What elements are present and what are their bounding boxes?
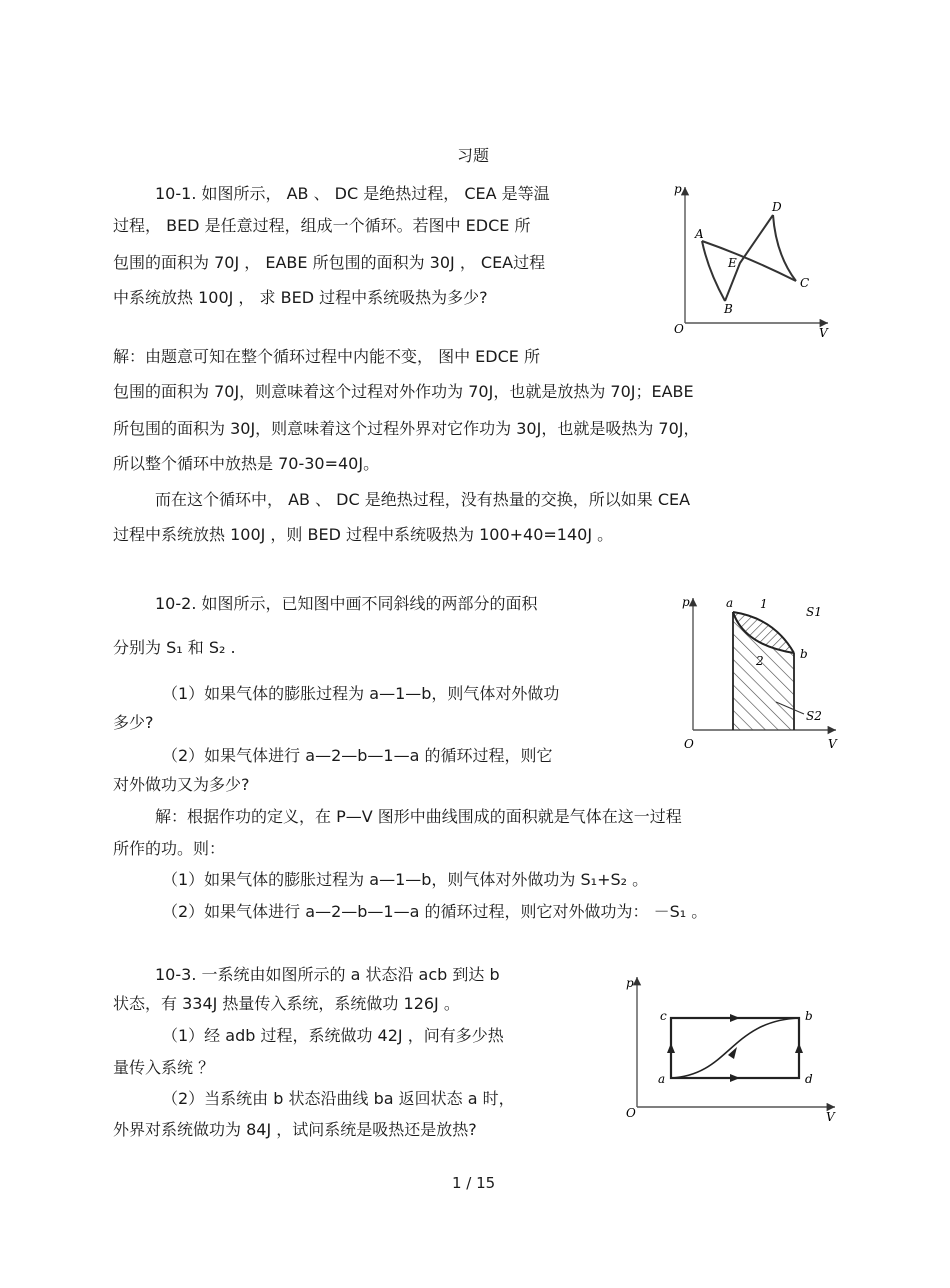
problem-10-3-line-2: 状态，有 334J 热量传入系统，系统做功 126J 。 [113, 994, 460, 1013]
fig3-label-d: d [805, 1072, 813, 1086]
problem-10-2-line-6: 对外做功又为多少? [113, 775, 250, 794]
problem-10-1-line-4: 中系统放热 100J ， 求 BED 过程中系统吸热为多少? [113, 288, 488, 307]
figure-10-3-pv-diagram [620, 955, 845, 1125]
cycle-curve-ab [702, 241, 725, 301]
arrow-ca-up [667, 1043, 675, 1053]
fig3-label-b: b [805, 1009, 813, 1023]
fig1-label-v: V [819, 326, 828, 340]
arrow-ad-right [730, 1074, 740, 1082]
solution-10-2-line-4: （2）如果气体进行 a—2—b—1—a 的循环过程，则它对外做功为： －S₁ 。 [162, 902, 708, 921]
cycle-curve-cea [702, 241, 796, 281]
fig2-label-1: 1 [760, 597, 768, 611]
problem-10-3-line-1: 10-3. 一系统由如图所示的 a 状态沿 acb 到达 b [155, 965, 500, 984]
problem-10-3-line-3: （1）经 adb 过程，系统做功 42J ，问有多少热 [162, 1026, 504, 1045]
page-number: 1 / 15 [452, 1174, 496, 1192]
solution-10-1-line-6: 过程中系统放热 100J ，则 BED 过程中系统吸热为 100+40=140J 。 [113, 525, 614, 544]
fig2-label-s2: S2 [806, 709, 822, 723]
problem-10-3-line-6: 外界对系统做功为 84J ，试问系统是吸热还是放热? [113, 1120, 477, 1139]
solution-10-2-line-3: （1）如果气体的膨胀过程为 a—1—b，则气体对外做功为 S₁+S₂ 。 [162, 870, 649, 889]
solution-10-1-line-3: 所包围的面积为 30J，则意味着这个过程外界对它作功为 30J，也就是吸热为 70J， [113, 419, 700, 438]
fig1-label-p: p [674, 182, 682, 196]
figure-10-2-pv-diagram [676, 590, 846, 760]
solution-10-2-line-1: 解：根据作功的定义，在 P—V 图形中曲线围成的面积就是气体在这一过程 [155, 807, 682, 826]
problem-10-1-line-1: 10-1. 如图所示， AB 、 DC 是绝热过程， CEA 是等温 [155, 184, 550, 203]
figure-10-1-pv-diagram [668, 175, 838, 340]
curve-ab [671, 1018, 799, 1078]
problem-10-3-line-4: 量传入系统 ？ [113, 1058, 215, 1077]
problem-10-3-line-5: （2）当系统由 b 状态沿曲线 ba 返回状态 a 时， [162, 1089, 515, 1108]
fig2-label-b: b [800, 647, 808, 661]
solution-10-1-line-5: 而在这个循环中， AB 、 DC 是绝热过程，没有热量的交换，所以如果 CEA [155, 490, 691, 509]
problem-10-2-line-2: 分别为 S₁ 和 S₂ . [113, 638, 236, 657]
problem-10-1-line-3: 包围的面积为 70J ， EABE 所包围的面积为 30J ， CEA过程 [113, 253, 546, 272]
fig1-label-d: D [772, 200, 782, 214]
fig1-label-a: A [695, 227, 704, 241]
fig2-label-2: 2 [756, 654, 764, 668]
solution-10-2-line-2: 所作的功。则： [113, 839, 226, 858]
problem-10-2-line-4: 多少? [113, 713, 154, 732]
fig3-label-v: V [826, 1110, 835, 1124]
arrow-cb-right [730, 1014, 740, 1022]
fig1-label-b: B [724, 302, 733, 316]
fig2-label-s1: S1 [806, 605, 822, 619]
solution-10-1-line-4: 所以整个循环中放热是 70-30=40J。 [113, 454, 380, 473]
fig3-label-p: p [626, 976, 634, 990]
problem-10-2-line-5: （2）如果气体进行 a—2—b—1—a 的循环过程，则它 [162, 746, 553, 765]
fig1-label-o: O [674, 322, 684, 336]
fig2-label-p: p [682, 595, 690, 609]
problem-10-2-line-1: 10-2. 如图所示，已知图中画不同斜线的两部分的面积 [155, 594, 538, 613]
arrow-db-up [795, 1043, 803, 1053]
problem-10-2-line-3: （1）如果气体的膨胀过程为 a—1—b，则气体对外做功 [162, 684, 560, 703]
fig3-label-a: a [658, 1072, 666, 1086]
fig2-label-v: V [828, 737, 837, 751]
fig1-label-c: C [800, 276, 810, 290]
cycle-rectangle [671, 1018, 799, 1078]
fig3-label-o: O [626, 1106, 636, 1120]
problem-10-1-line-2: 过程， BED 是任意过程，组成一个循环。若图中 EDCE 所 [113, 216, 531, 235]
solution-10-1-line-1: 解：由题意可知在整个循环过程中内能不变， 图中 EDCE 所 [113, 347, 540, 366]
fig2-label-o: O [684, 737, 694, 751]
solution-10-1-line-2: 包围的面积为 70J，则意味着这个过程对外作功为 70J，也就是放热为 70J；EABE [113, 382, 694, 401]
page-title: 习题 [457, 146, 490, 165]
fig2-label-a: a [726, 596, 734, 610]
fig1-label-e: E [728, 256, 737, 270]
fig3-label-c: c [660, 1009, 667, 1023]
